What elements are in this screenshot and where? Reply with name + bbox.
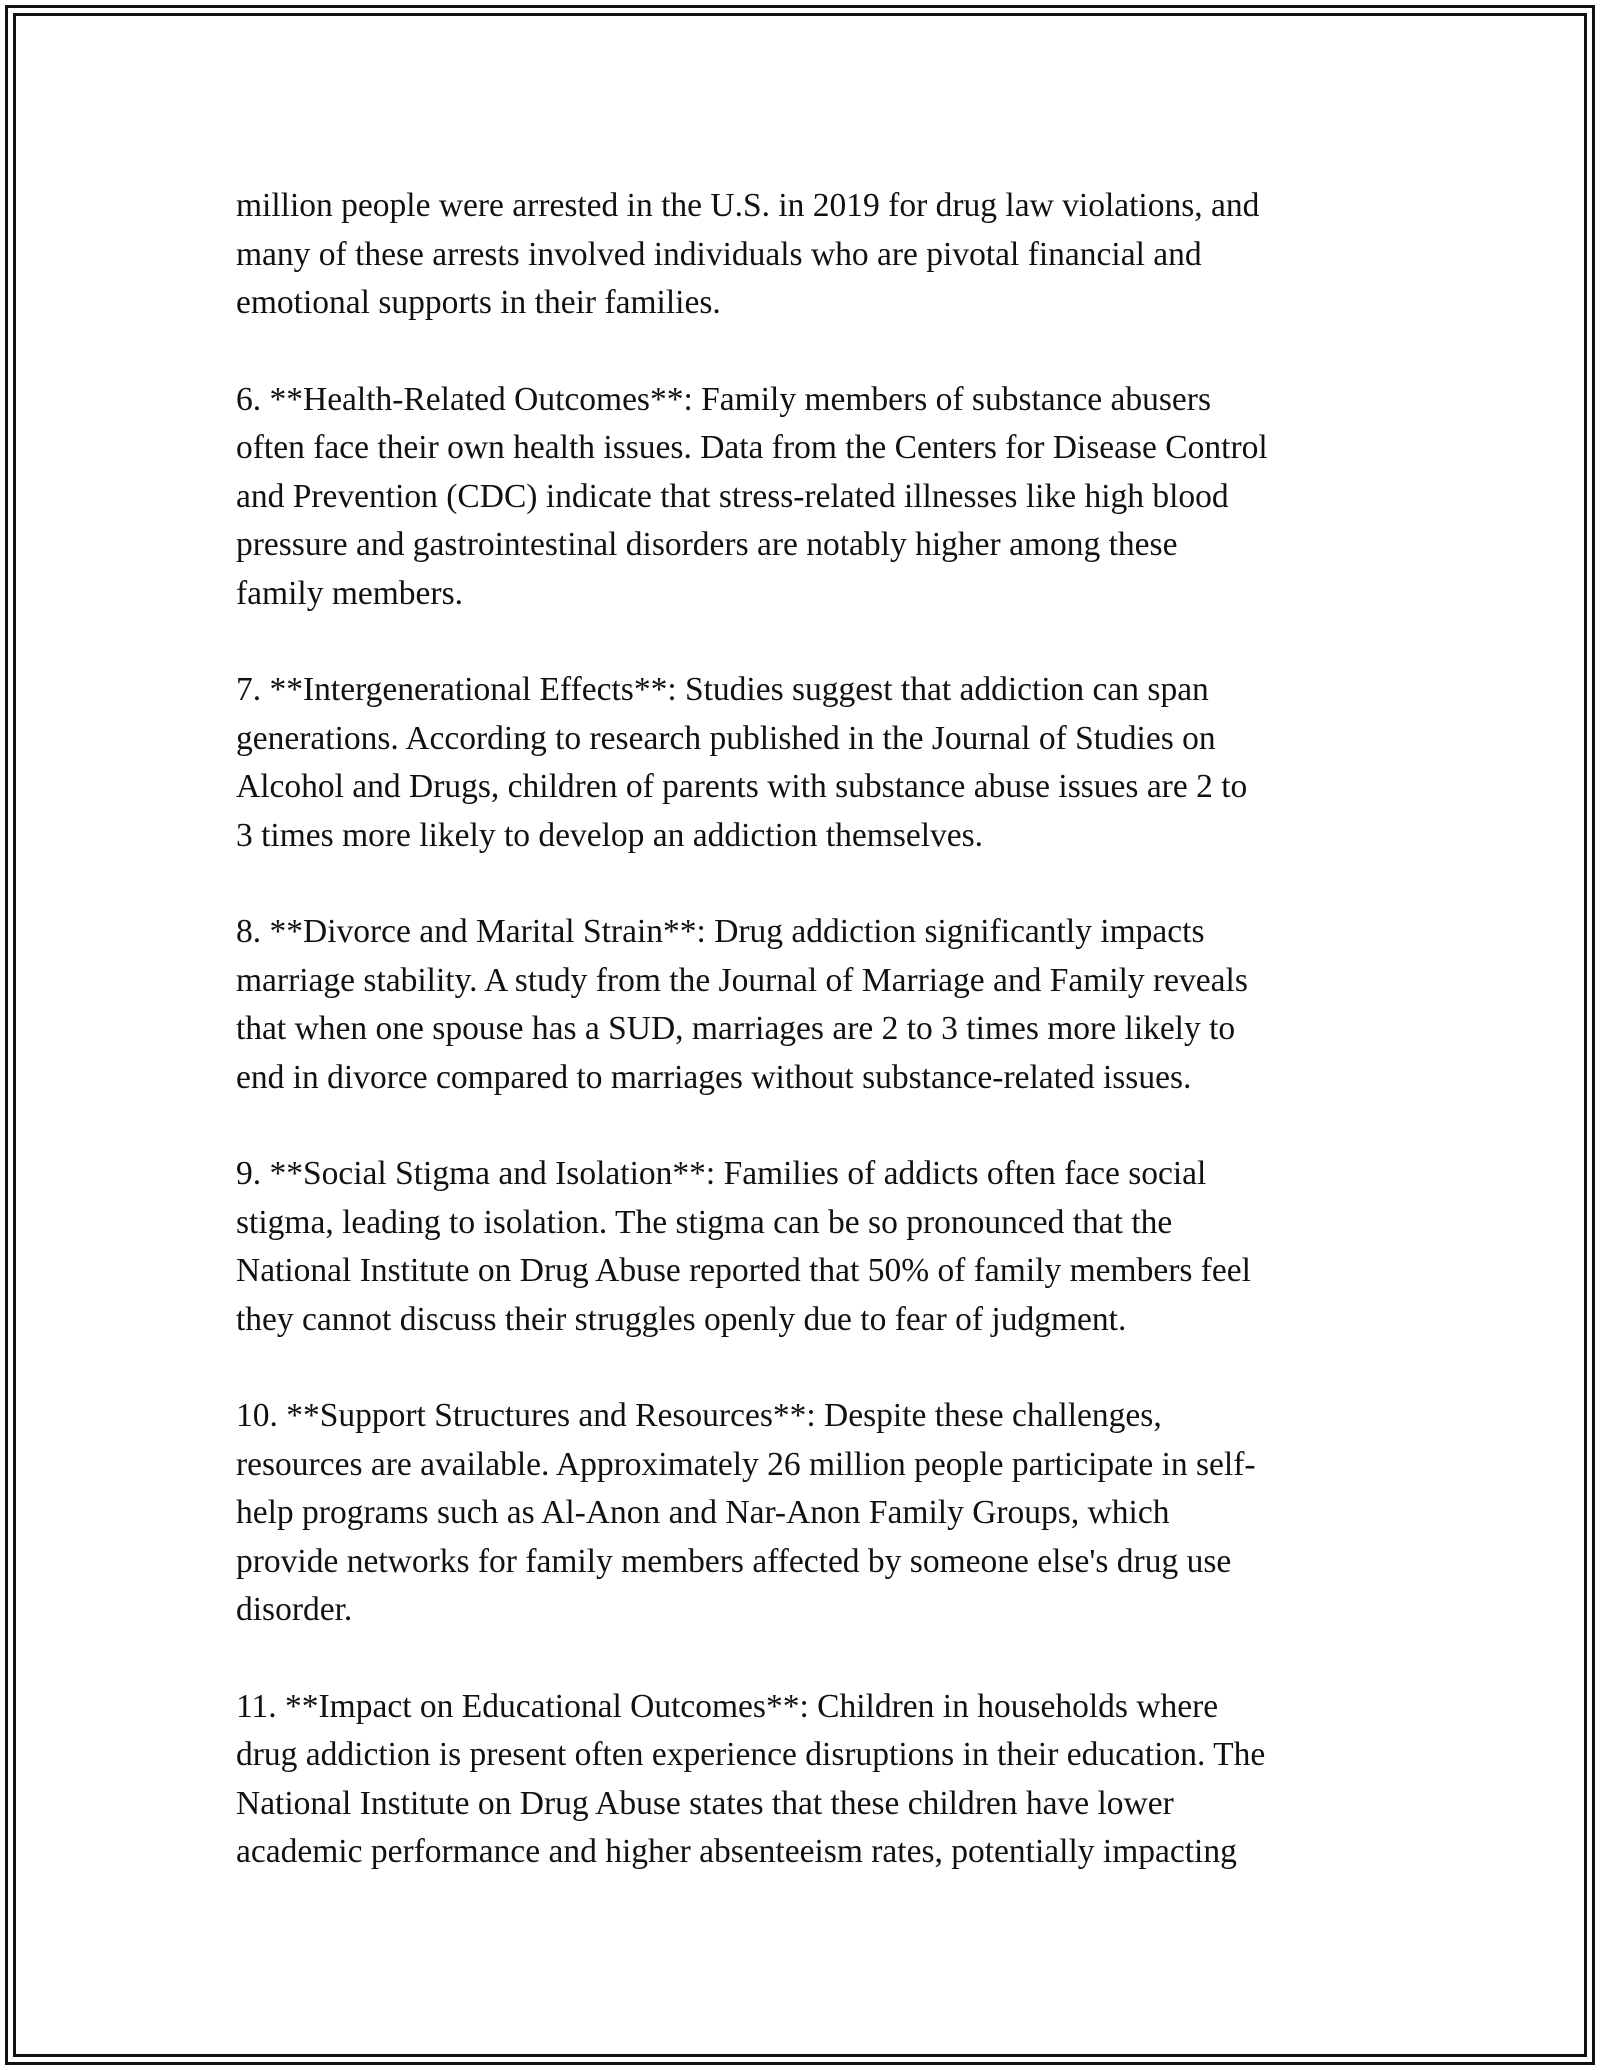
- text-line: provide networks for family members affected by someone else's drug use: [236, 1542, 1232, 1580]
- text-line: 10. **Support Structures and Resources**: Despite these challenges,: [236, 1397, 1162, 1434]
- text-line: often face their own health issues. Data from the Centers for Disease Control: [236, 429, 1268, 466]
- text-line: family members.: [236, 574, 463, 612]
- text-line: million people were arrested in the U.S. in 2019 for drug law violations, and: [236, 187, 1260, 224]
- text-line: 7. **Intergenerational Effects**: Studies suggest that addiction can span: [236, 671, 1209, 708]
- paragraph-support-structures: [236, 1392, 1386, 1635]
- text-line: resources are available. Approximately 26 million people participate in self-: [236, 1445, 1256, 1483]
- text-line: 6. **Health-Related Outcomes**: Family members of substance abusers: [236, 380, 1211, 418]
- text-line: emotional supports in their families.: [236, 284, 721, 321]
- text-line: marriage stability. A study from the Journal of Marriage and Family reveals: [236, 961, 1248, 999]
- paragraph-health-related-outcomes: [236, 376, 1386, 619]
- text-line: they cannot discuss their struggles openly due to fear of judgment.: [236, 1300, 1127, 1338]
- text-line: help programs such as Al-Anon and Nar-Anon Family Groups, which: [236, 1494, 1170, 1531]
- text-line: 11. **Impact on Educational Outcomes**: Children in households where: [236, 1687, 1219, 1725]
- document-body: [236, 182, 1386, 1925]
- text-line: academic performance and higher absenteeism rates, potentially impacting: [236, 1833, 1237, 1870]
- text-line: drug addiction is present often experience disruptions in their education. The: [236, 1736, 1266, 1773]
- text-line: 3 times more likely to develop an addiction themselves.: [236, 816, 984, 854]
- text-line: Alcohol and Drugs, children of parents with substance abuse issues are 2 to: [236, 768, 1248, 805]
- text-line: that when one spouse has a SUD, marriages are 2 to 3 times more likely to: [236, 1010, 1236, 1047]
- paragraph-social-stigma: [236, 1150, 1386, 1344]
- paragraph-divorce-marital-strain: [236, 908, 1386, 1102]
- paragraph-arrest-continuation: [236, 182, 1386, 328]
- text-line: 8. **Divorce and Marital Strain**: Drug addiction significantly impacts: [236, 913, 1205, 950]
- text-line: stigma, leading to isolation. The stigma can be so pronounced that the: [236, 1203, 1173, 1241]
- text-line: pressure and gastrointestinal disorders are notably higher among these: [236, 526, 1178, 563]
- text-line: disorder.: [236, 1591, 353, 1628]
- text-line: end in divorce compared to marriages without substance-related issues.: [236, 1058, 1192, 1096]
- paragraph-intergenerational-effects: [236, 666, 1386, 860]
- text-line: many of these arrests involved individuals who are pivotal financial and: [236, 235, 1202, 273]
- paragraph-educational-outcomes: [236, 1683, 1386, 1877]
- text-line: and Prevention (CDC) indicate that stress-related illnesses like high blood: [236, 477, 1229, 515]
- text-line: National Institute on Drug Abuse states that these children have lower: [236, 1784, 1174, 1822]
- text-line: National Institute on Drug Abuse reported that 50% of family members feel: [236, 1252, 1251, 1289]
- text-line: generations. According to research published in the Journal of Studies on: [236, 719, 1216, 757]
- text-line: 9. **Social Stigma and Isolation**: Families of addicts often face social: [236, 1155, 1207, 1192]
